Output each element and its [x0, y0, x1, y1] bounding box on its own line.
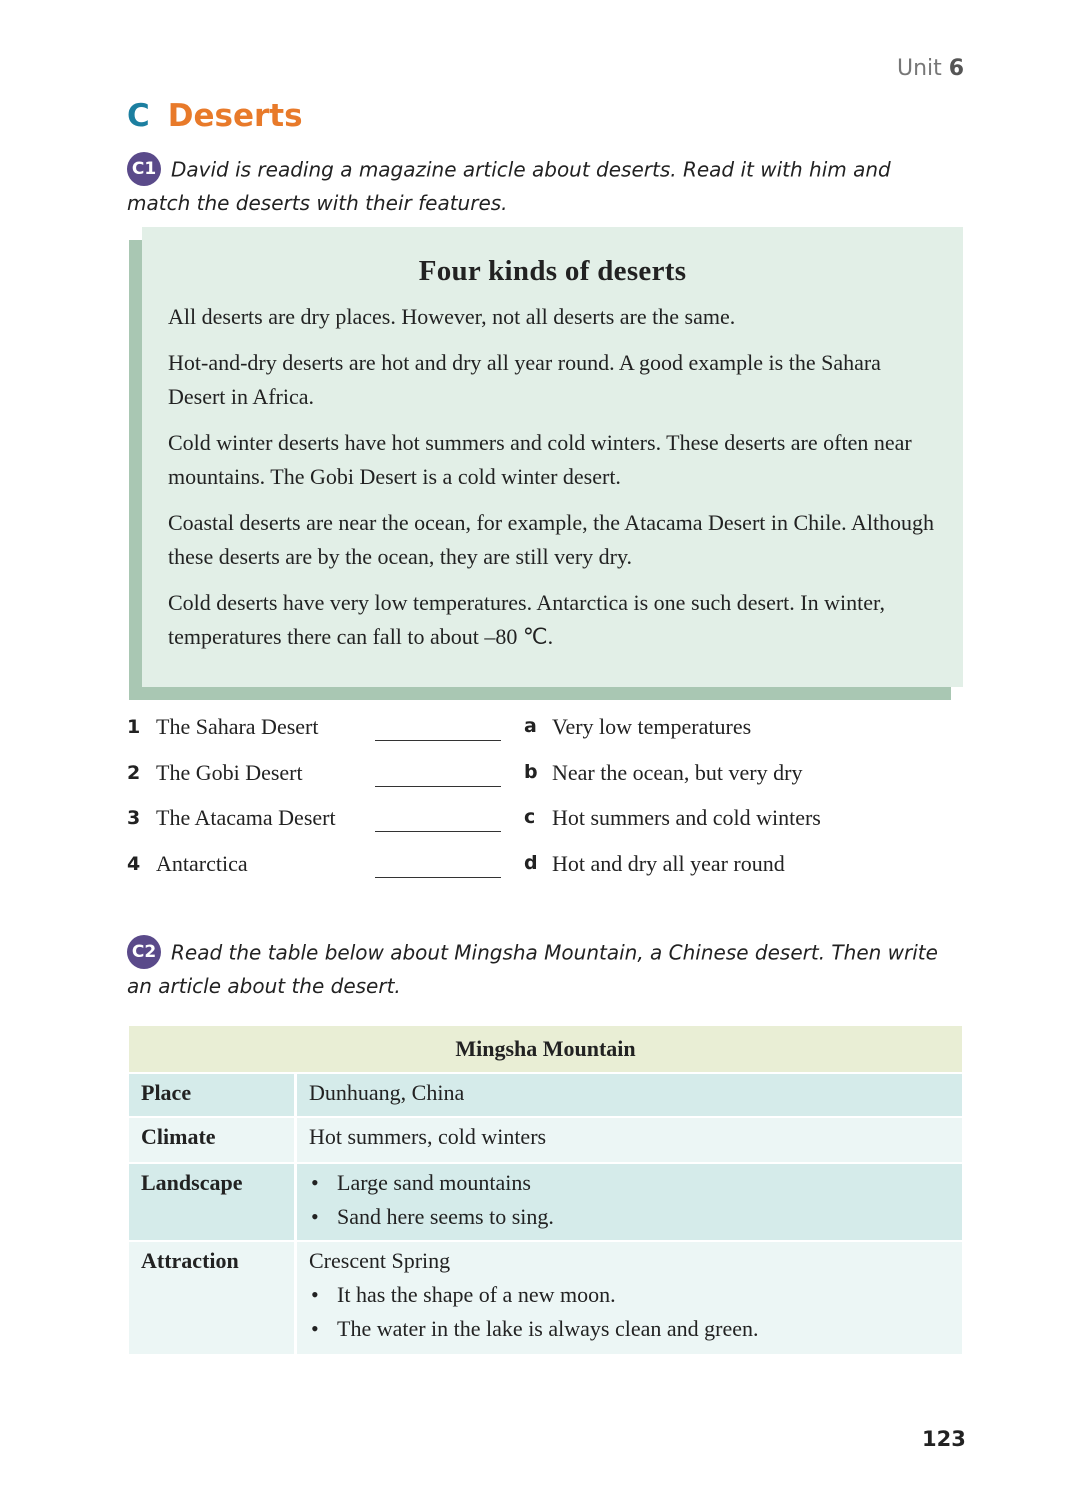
- feature-text: Hot summers and cold winters: [552, 805, 821, 830]
- matching-exercise: [127, 712, 967, 894]
- desert-name: The Atacama Desert: [156, 805, 336, 830]
- table-row-landscape: [129, 1164, 962, 1242]
- unit-text: Unit: [897, 56, 942, 81]
- article-paragraph: All deserts are dry places. However, not all deserts are the same.: [168, 304, 736, 329]
- match-row: [127, 803, 967, 849]
- match-row: [127, 712, 967, 758]
- feature-text: Very low temperatures: [552, 714, 752, 739]
- article-paragraph: Hot-and-dry deserts are hot and dry all year round. A good example is the Sahara Desert in Africa.: [168, 350, 881, 409]
- answer-blank[interactable]: [375, 786, 501, 787]
- article-paragraph: Cold deserts have very low temperatures. Antarctica is one such desert. In winter, temperatures there can fall to about –80 ℃.: [168, 590, 885, 649]
- c1-instruction: David is reading a magazine article about deserts. Read it with him and match the deserts with their features.: [127, 157, 891, 215]
- feature-text: Hot and dry all year round: [552, 850, 785, 876]
- table-title: Mingsha Mountain: [129, 1026, 962, 1074]
- info-table: [129, 1026, 962, 1356]
- match-row: [127, 758, 967, 804]
- list-item: • Sand here seems to sing.: [309, 1200, 962, 1234]
- c1-instruction-block: [127, 154, 957, 218]
- match-row: [127, 849, 967, 895]
- c2-instruction: Read the table below about Mingsha Mountain, a Chinese desert. Then write an article about the desert.: [127, 940, 938, 998]
- table-row-attraction: [129, 1242, 962, 1356]
- row-key: Climate: [129, 1118, 297, 1162]
- answer-blank[interactable]: [375, 740, 501, 741]
- row-value: Hot summers, cold winters: [309, 1124, 547, 1149]
- match-number: 3: [127, 807, 141, 829]
- c1-badge: C1: [127, 152, 161, 186]
- desert-name: Antarctica: [156, 850, 248, 876]
- row-key: Attraction: [129, 1242, 297, 1354]
- list-item: • The water in the lake is always clean and green.: [309, 1312, 962, 1346]
- unit-label: [897, 56, 964, 81]
- answer-blank[interactable]: [375, 831, 501, 832]
- feature-letter: a: [524, 715, 537, 737]
- article-box: [142, 227, 963, 687]
- answer-blank[interactable]: [375, 877, 501, 878]
- row-value: [297, 1164, 962, 1240]
- c2-badge: C2: [127, 935, 161, 969]
- section-heading: Deserts: [167, 98, 303, 134]
- section-letter: C: [127, 98, 150, 134]
- page-number: 123: [922, 1427, 966, 1451]
- unit-number: 6: [948, 56, 965, 81]
- match-number: 2: [127, 761, 141, 784]
- section-title: [127, 98, 303, 134]
- list-item: • It has the shape of a new moon.: [309, 1278, 962, 1312]
- desert-name: The Sahara Desert: [156, 714, 319, 739]
- article-paragraph: Coastal deserts are near the ocean, for example, the Atacama Desert in Chile. Although these deserts are by the ocean, they are still very dry.: [168, 510, 935, 569]
- feature-letter: c: [524, 806, 536, 828]
- c2-instruction-block: [127, 937, 957, 1001]
- table-row-place: [129, 1074, 962, 1118]
- article-title: Four kinds of deserts: [418, 255, 687, 287]
- table-row-climate: [129, 1118, 962, 1164]
- desert-name: The Gobi Desert: [156, 759, 303, 785]
- row-key: Landscape: [129, 1164, 297, 1240]
- attraction-list: [309, 1278, 962, 1346]
- feature-text: Near the ocean, but very dry: [552, 759, 803, 785]
- row-value: [297, 1242, 962, 1354]
- row-value: Dunhuang, China: [309, 1080, 465, 1105]
- list-item: • Large sand mountains: [309, 1166, 962, 1200]
- match-number: 1: [127, 716, 141, 738]
- landscape-list: [309, 1166, 962, 1234]
- feature-letter: b: [524, 760, 538, 783]
- feature-letter: d: [524, 851, 538, 874]
- row-key: Place: [129, 1074, 297, 1116]
- article-paragraph: Cold winter deserts have hot summers and cold winters. These deserts are often near mountains. The Gobi Desert is a cold winter desert.: [168, 430, 912, 489]
- attraction-name: Crescent Spring: [309, 1248, 451, 1273]
- match-number: 4: [127, 852, 141, 875]
